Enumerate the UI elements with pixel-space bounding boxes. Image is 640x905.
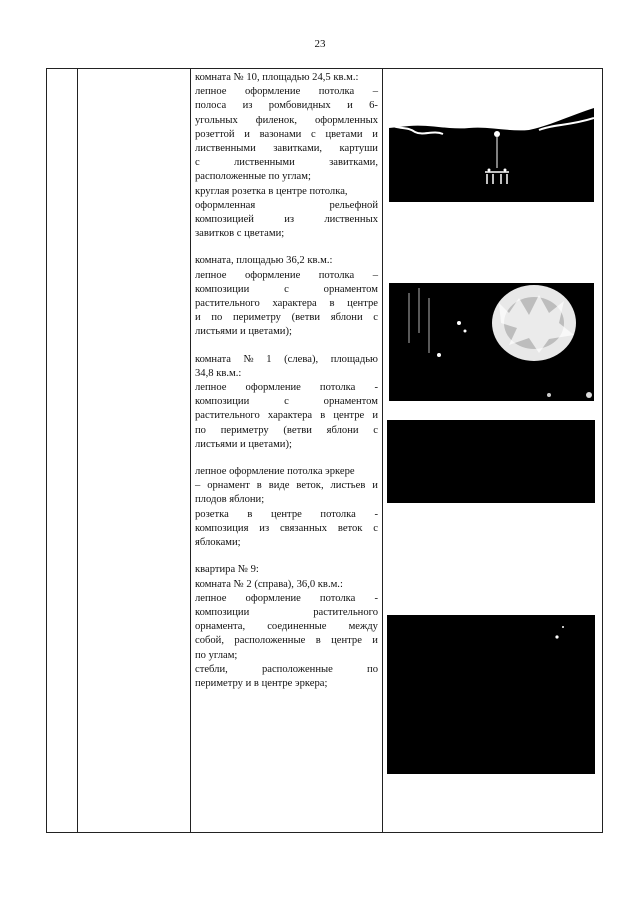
description-line: круглая розетка в центре потолка, <box>195 185 348 197</box>
description-line: по углам; <box>195 649 238 661</box>
description-line: плодов яблони; <box>195 494 265 506</box>
description-line: лепное оформление потолка - <box>195 382 378 394</box>
description-line: комната, площадью 36,2 кв.м.: <box>195 255 333 267</box>
description-line: комната № 2 (справа), 36,0 кв.м.: <box>195 578 343 590</box>
description-line: комната № 1 (слева), площадью <box>195 353 378 365</box>
description-line: комната № 10, площадью 24,5 кв.м.: <box>195 72 359 83</box>
description-line: композиция из связанных веток с <box>195 522 378 534</box>
description-line: композицией из лиственных <box>195 214 378 226</box>
description-line: растительного характера в центре <box>195 298 378 310</box>
ceiling-photo-image <box>387 615 595 774</box>
description-line: лепное оформление потолка - <box>195 592 378 604</box>
description-line: орнамента, соединенные между <box>195 621 378 633</box>
description-line: полоса из ромбовидных и 6- <box>195 100 378 112</box>
description-line: розеттой и вазонами с цветами и <box>195 128 378 140</box>
description-line: розетка в центре потолка - <box>195 508 378 520</box>
ceiling-photo-image <box>389 96 594 202</box>
description-line: яблоками; <box>195 537 241 549</box>
description-line: лепное оформление потолка – <box>195 269 378 281</box>
description-line: расположенные по углам; <box>195 171 311 183</box>
description-line: лепное оформление потолка эркере <box>195 466 355 478</box>
photo-ceiling-room-2 <box>387 615 595 774</box>
description-line: оформленная рельефной <box>195 199 378 211</box>
ceiling-photo-image <box>387 420 595 503</box>
room-description <box>195 563 378 691</box>
description-column <box>195 71 378 704</box>
description-line: периметру и в центре эркера; <box>195 677 328 689</box>
description-line: угольных филенок, оформленных <box>195 114 378 126</box>
description-line: по периметру (ветви яблони с <box>195 424 378 436</box>
description-line: 34,8 кв.м.: <box>195 367 242 379</box>
description-line: композиции с орнаментом <box>195 396 378 408</box>
ceiling-photo-image <box>389 283 594 401</box>
description-line: квартира № 9: <box>195 564 259 576</box>
room-description <box>195 71 378 241</box>
description-line: с лиственными завитками, <box>195 157 378 169</box>
description-line: листьями и цветами); <box>195 326 292 338</box>
description-line: лепное оформление потолка – <box>195 86 378 98</box>
description-line: – орнамент в виде веток, листьев и <box>195 480 378 492</box>
description-line: собой, расположенные в центре и <box>195 635 378 647</box>
column-divider <box>190 69 191 832</box>
photo-ceiling-room-10 <box>389 96 594 202</box>
photo-ceiling-room-36-2 <box>389 283 594 401</box>
description-line: растительного характера в центре и <box>195 410 378 422</box>
column-divider <box>382 69 383 832</box>
description-line: лиственными завитками, картуши <box>195 143 378 155</box>
room-description <box>195 353 378 452</box>
description-line: завитков с цветами; <box>195 228 285 240</box>
column-divider <box>77 69 78 832</box>
photo-ceiling-room-1 <box>387 420 595 503</box>
description-line: листьями и цветами); <box>195 438 292 450</box>
description-line: композиции с орнаментом <box>195 283 378 295</box>
description-line: композиции растительного <box>195 606 378 618</box>
room-description <box>195 254 378 339</box>
page-number: 23 <box>314 38 326 50</box>
description-line: стебли, расположенные по <box>195 663 378 675</box>
room-description <box>195 465 378 550</box>
description-line: и по периметру (ветви яблони с <box>195 312 378 324</box>
